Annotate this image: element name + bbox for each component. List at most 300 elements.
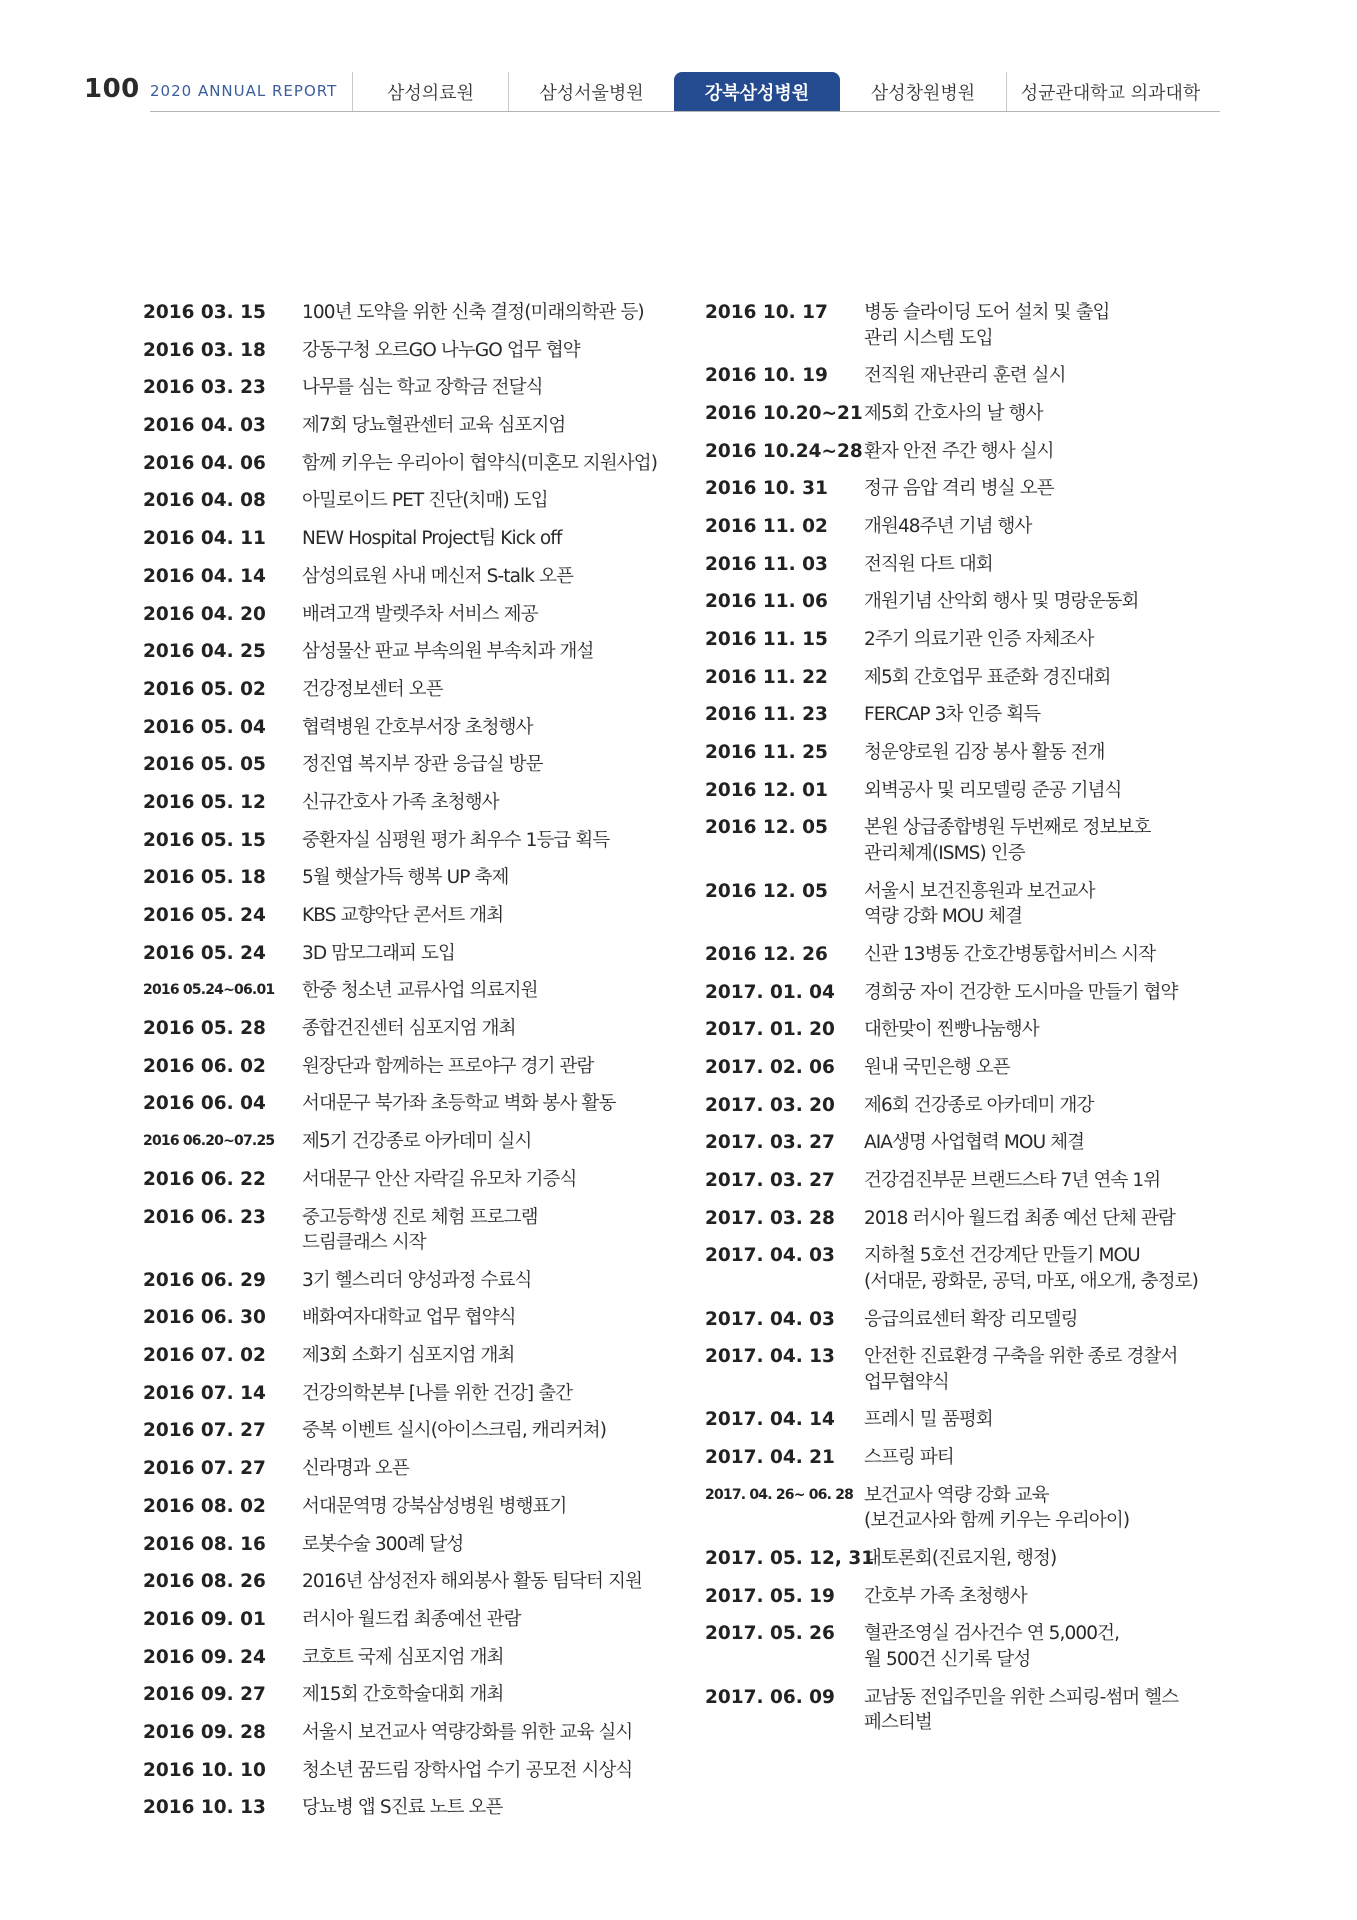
timeline-event-line: 교남동 전입주민을 위한 스피링-썸머 헬스 <box>864 1686 1179 1708</box>
timeline-entry <box>705 552 1265 578</box>
timeline-event-line: 신관 13병동 간호간병통합서비스 시작 <box>864 943 1156 965</box>
timeline-entry <box>143 715 663 741</box>
timeline-entry <box>143 677 663 703</box>
timeline-entry <box>143 978 663 1004</box>
timeline-event <box>302 1016 516 1042</box>
timeline-event-line: 건강검진부문 브랜드스타 7년 연속 1위 <box>864 1169 1161 1191</box>
timeline-entry <box>705 1093 1265 1119</box>
timeline-date: 2016 10.24~28 <box>705 440 863 462</box>
page-header <box>0 0 1357 120</box>
timeline-entry <box>143 1494 663 1520</box>
timeline-entry <box>143 564 663 590</box>
timeline-entry <box>705 363 1265 389</box>
timeline-date: 2016 09. 28 <box>143 1721 266 1743</box>
timeline-event <box>864 514 1031 540</box>
timeline-date: 2016 03. 15 <box>143 302 266 323</box>
timeline-entry <box>705 514 1265 540</box>
timeline-date: 2016 07. 27 <box>143 1458 266 1480</box>
timeline-event <box>864 1093 1093 1119</box>
timeline-event <box>864 1685 1178 1736</box>
timeline-entry <box>705 1206 1265 1232</box>
timeline-date: 2016 05. 05 <box>143 754 266 776</box>
timeline-event-line: 대한맞이 찐빵나눔행사 <box>864 1019 1039 1041</box>
timeline-event <box>302 375 543 401</box>
timeline-date: 2016 10. 17 <box>705 302 828 323</box>
timeline-entry <box>143 602 663 628</box>
section-tabs <box>352 72 1214 112</box>
timeline-event-line: 청소년 꿈드림 장학사업 수기 공모전 시상식 <box>302 1759 633 1781</box>
timeline-date: 2017. 03. 27 <box>705 1132 835 1154</box>
timeline-event <box>864 1445 954 1471</box>
timeline-event-line: 관리 시스템 도입 <box>864 327 993 349</box>
timeline-entry <box>705 1445 1265 1471</box>
timeline-event <box>864 665 1110 691</box>
timeline-date: 2016 06. 29 <box>143 1269 266 1291</box>
timeline-date: 2016 10. 10 <box>143 1759 266 1781</box>
timeline-date: 2016 10.20~21 <box>705 402 863 424</box>
timeline-event-line: 제5회 간호업무 표준화 경진대회 <box>864 666 1111 688</box>
timeline-event-line: 환자 안전 주간 행사 실시 <box>864 440 1054 462</box>
timeline-event <box>864 942 1155 968</box>
timeline-event-line: 응급의료센터 확장 리모델링 <box>864 1308 1078 1330</box>
timeline-event <box>864 1307 1078 1333</box>
timeline-event-line: (보건교사와 함께 키우는 우리아이) <box>864 1510 1130 1532</box>
timeline-event <box>864 1483 1129 1534</box>
timeline-event-line: (서대문, 광화문, 공덕, 마포, 애오개, 충정로) <box>864 1270 1198 1292</box>
timeline-date: 2016 09. 24 <box>143 1646 266 1668</box>
timeline-date: 2016 05. 24 <box>143 905 266 926</box>
timeline-entry <box>143 1456 663 1482</box>
timeline-right-column <box>705 300 1265 1748</box>
timeline-entry <box>705 1168 1265 1194</box>
timeline-event-line: 원장단과 함께하는 프로야구 경기 관람 <box>302 1055 594 1077</box>
timeline-entry <box>143 790 663 816</box>
timeline-event-line: 제5회 간호사의 날 행사 <box>864 402 1043 424</box>
timeline-entry <box>143 941 663 967</box>
timeline-event <box>302 1381 572 1407</box>
timeline-event <box>864 552 993 578</box>
timeline-entry <box>705 1621 1265 1672</box>
timeline-date: 2016 04. 11 <box>143 528 266 550</box>
timeline-event <box>864 1407 993 1433</box>
timeline-date: 2016 06.20~07.25 <box>143 1133 275 1150</box>
timeline-date: 2016 11. 22 <box>705 666 828 688</box>
timeline-event <box>302 1682 503 1708</box>
timeline-date: 2016 03. 18 <box>143 339 266 361</box>
timeline-event <box>302 978 538 1004</box>
timeline-entry <box>143 639 663 665</box>
timeline-entry <box>143 1016 663 1042</box>
timeline-event-line: 신규간호사 가족 초청행사 <box>302 791 499 813</box>
timeline-event <box>302 677 443 703</box>
timeline-entry <box>705 1546 1265 1572</box>
timeline-event-line: 안전한 진료환경 구축을 위한 종로 경찰서 <box>864 1346 1178 1368</box>
timeline-date: 2016 08. 26 <box>143 1571 266 1593</box>
timeline-date: 2016 04. 06 <box>143 452 266 474</box>
timeline-date: 2016 11. 06 <box>705 591 828 613</box>
timeline-date: 2016 08. 02 <box>143 1495 266 1517</box>
timeline-event-line: 한중 청소년 교류사업 의료지원 <box>302 980 538 1002</box>
timeline-entry <box>705 401 1265 427</box>
timeline-entry <box>143 375 663 401</box>
timeline-date: 2016 11. 25 <box>705 742 828 764</box>
timeline-event-line: 지하철 5호선 건강계단 만들기 MOU <box>864 1245 1140 1267</box>
timeline-event-line: 청운양로원 김장 봉사 활동 전개 <box>864 742 1105 764</box>
timeline-date: 2017. 05. 19 <box>705 1585 835 1607</box>
timeline-entry <box>705 665 1265 691</box>
timeline-entry <box>143 903 663 929</box>
timeline-event <box>302 1418 606 1444</box>
timeline-event-line: 3D 맘모그래피 도입 <box>302 942 455 964</box>
timeline-event-line: 건강의학본부 [나를 위한 건강] 출간 <box>302 1382 573 1404</box>
timeline-event-line: 삼성물산 판교 부속의원 부속치과 개설 <box>302 641 594 663</box>
timeline-event <box>864 1206 1175 1232</box>
timeline-event <box>864 980 1177 1006</box>
timeline-event-line: 신라명과 오픈 <box>302 1458 409 1480</box>
timeline-event-line: 대토론회(진료지원, 행정) <box>864 1547 1057 1569</box>
timeline-entry <box>705 627 1265 653</box>
timeline-entry <box>143 300 663 326</box>
timeline-event-line: 보건교사 역량 강화 교육 <box>864 1484 1049 1506</box>
timeline-date: 2016 05. 12 <box>143 791 266 813</box>
timeline-entry <box>143 865 663 891</box>
timeline-date: 2016 05.24~06.01 <box>143 982 275 999</box>
timeline-event-line: 업무협약식 <box>864 1371 949 1393</box>
timeline-date: 2017. 01. 04 <box>705 981 835 1003</box>
timeline-date: 2017. 04. 03 <box>705 1245 835 1267</box>
timeline-date: 2016 04. 14 <box>143 565 266 587</box>
timeline-event-line: 제5기 건강종로 아카데미 실시 <box>302 1131 532 1153</box>
tab-samsung-medical-center[interactable]: 삼성의료원 <box>352 72 508 112</box>
timeline-event <box>302 1343 515 1369</box>
timeline-entry <box>143 1054 663 1080</box>
timeline-event-line: 3기 헬스리더 양성과정 수료식 <box>302 1269 532 1291</box>
timeline-date: 2016 04. 25 <box>143 641 266 663</box>
timeline-date: 2016 10. 31 <box>705 478 828 500</box>
timeline-entry <box>705 1017 1265 1043</box>
timeline-date: 2016 06. 22 <box>143 1168 266 1190</box>
timeline-date: 2016 11. 02 <box>705 515 828 537</box>
timeline-entry <box>705 1483 1265 1534</box>
timeline-date: 2017. 04. 03 <box>705 1308 835 1330</box>
timeline-event <box>302 1167 577 1193</box>
timeline-date: 2016 06. 23 <box>143 1206 266 1228</box>
timeline-event-line: 혈관조영실 검사건수 연 5,000건, <box>864 1623 1120 1645</box>
timeline-event-line: 2016년 삼성전자 해외봉사 활동 팀닥터 지원 <box>302 1571 642 1593</box>
timeline-entry <box>705 778 1265 804</box>
timeline-entry <box>705 1055 1265 1081</box>
timeline-event <box>302 300 644 326</box>
timeline-date: 2016 07. 27 <box>143 1420 266 1442</box>
timeline-event-line: 전직원 다트 대회 <box>864 553 993 575</box>
timeline-entry <box>705 1584 1265 1610</box>
timeline-entry <box>705 980 1265 1006</box>
timeline-event-line: 코호트 국제 심포지엄 개최 <box>302 1646 504 1668</box>
timeline-event-line: 배려고객 발렛주차 서비스 제공 <box>302 603 538 625</box>
timeline-event <box>864 1243 1198 1294</box>
timeline-event-line: 전직원 재난관리 훈련 실시 <box>864 365 1066 387</box>
timeline-entry <box>143 1607 663 1633</box>
timeline-event-line: 병동 슬라이딩 도어 설치 및 출입 <box>864 302 1110 323</box>
timeline-event-line: 당뇨병 앱 S진료 노트 오픈 <box>302 1797 503 1819</box>
timeline-entry <box>143 1091 663 1117</box>
timeline-event <box>864 1130 1084 1156</box>
timeline-event <box>302 941 455 967</box>
timeline-entry <box>143 1268 663 1294</box>
timeline-entry <box>705 702 1265 728</box>
timeline-event <box>302 903 503 929</box>
timeline-date: 2016 09. 01 <box>143 1608 266 1630</box>
timeline-entry <box>143 1305 663 1331</box>
header-divider <box>150 111 1220 112</box>
timeline-event-line: 관리체계(ISMS) 인증 <box>864 842 1025 864</box>
timeline-event-line: 2주기 의료기관 인증 자체조사 <box>864 629 1094 650</box>
timeline-date: 2016 12. 26 <box>705 943 828 965</box>
timeline-event-line: 원내 국민은행 오픈 <box>864 1056 1010 1078</box>
timeline-event-line: 서대문역명 강북삼성병원 병행표기 <box>302 1495 567 1517</box>
timeline-event <box>302 639 593 665</box>
timeline-date: 2016 05. 02 <box>143 678 266 700</box>
timeline-event <box>302 1607 521 1633</box>
timeline-entry <box>705 815 1265 866</box>
timeline-event <box>302 1054 593 1080</box>
timeline-date: 2017. 02. 06 <box>705 1056 835 1078</box>
timeline-event <box>864 300 1110 351</box>
timeline-event-line: FERCAP 3차 인증 획득 <box>864 704 1041 726</box>
timeline-event <box>864 1584 1027 1610</box>
timeline-date: 2016 11. 23 <box>705 704 828 726</box>
timeline-event-line: NEW Hospital Project팀 Kick off <box>302 528 562 550</box>
timeline-entry <box>143 1682 663 1708</box>
timeline-event <box>302 488 548 514</box>
timeline-entry <box>705 300 1265 351</box>
timeline-event-line: 아밀로이드 PET 진단(치매) 도입 <box>302 490 548 512</box>
timeline-event <box>864 476 1054 502</box>
timeline-left-column <box>143 300 663 1833</box>
timeline-entry <box>705 1130 1265 1156</box>
timeline-event <box>864 740 1105 766</box>
timeline-date: 2016 06. 30 <box>143 1307 266 1329</box>
timeline-event <box>302 1532 463 1558</box>
timeline-event <box>864 439 1054 465</box>
timeline-event <box>302 451 657 477</box>
timeline-event <box>302 413 565 439</box>
timeline-event-line: 정규 음압 격리 병실 오픈 <box>864 478 1054 500</box>
timeline-event <box>302 1494 567 1520</box>
timeline-entry <box>143 1167 663 1193</box>
tab-skku-medical-school[interactable]: 성균관대학교 의과대학 <box>1006 72 1214 112</box>
timeline-entry <box>143 338 663 364</box>
timeline-event-line: 서울시 보건진흥원과 보건교사 <box>864 880 1095 902</box>
timeline-date: 2017. 03. 27 <box>705 1169 835 1191</box>
timeline-date: 2017. 05. 12, 31 <box>705 1547 875 1569</box>
timeline-date: 2016 04. 20 <box>143 603 266 625</box>
timeline-event <box>864 879 1095 930</box>
timeline-event <box>864 589 1139 615</box>
timeline-event <box>864 815 1150 866</box>
timeline-event-line: 월 500건 신기록 달성 <box>864 1648 1031 1670</box>
timeline-event-line: KBS 교향악단 콘서트 개최 <box>302 905 504 926</box>
timeline-entry <box>705 439 1265 465</box>
timeline-event-line: 간호부 가족 초청행사 <box>864 1585 1027 1607</box>
timeline-date: 2016 10. 19 <box>705 365 828 387</box>
timeline-event <box>302 1795 502 1821</box>
timeline-entry <box>705 942 1265 968</box>
timeline-date: 2016 04. 08 <box>143 490 266 512</box>
page-number: 100 <box>84 74 140 104</box>
timeline-event <box>864 1546 1056 1572</box>
timeline-event-line: 100년 도약을 위한 신축 결정(미래의학관 등) <box>302 302 644 323</box>
timeline-event <box>302 1305 516 1331</box>
timeline-event <box>302 865 508 891</box>
timeline-date: 2016 06. 04 <box>143 1093 266 1115</box>
tab-samsung-seoul-hospital[interactable]: 삼성서울병원 <box>508 72 674 112</box>
timeline-date: 2016 10. 13 <box>143 1797 266 1819</box>
timeline-event-line: 정진엽 복지부 장관 응급실 방문 <box>302 754 543 776</box>
timeline-event-line: 중고등학생 진로 체험 프로그램 <box>302 1206 538 1228</box>
timeline-date: 2016 07. 02 <box>143 1345 266 1367</box>
timeline-entry <box>705 589 1265 615</box>
timeline-date: 2016 03. 23 <box>143 377 266 399</box>
timeline-entry <box>705 476 1265 502</box>
timeline-date: 2016 11. 03 <box>705 553 828 575</box>
tab-kangbuk-samsung-hospital[interactable]: 강북삼성병원 <box>674 72 840 112</box>
timeline-event-line: 드림클래스 시작 <box>302 1232 426 1253</box>
timeline-event <box>302 1091 615 1117</box>
timeline-event-line: 제3회 소화기 심포지엄 개최 <box>302 1345 515 1367</box>
timeline-event <box>864 1621 1119 1672</box>
timeline-entry <box>143 1758 663 1784</box>
timeline-event-line: 종합건진센터 심포지엄 개최 <box>302 1018 516 1040</box>
timeline-event <box>302 526 562 552</box>
timeline-event <box>302 1720 632 1746</box>
timeline-date: 2016 05. 24 <box>143 942 266 964</box>
timeline-event <box>302 1456 409 1482</box>
timeline-entry <box>143 1532 663 1558</box>
timeline-event-line: 강동구청 오르GO 나누GO 업무 협약 <box>302 339 580 361</box>
timeline-event <box>302 564 573 590</box>
timeline-entry <box>143 1795 663 1821</box>
timeline-date: 2017. 04. 21 <box>705 1447 835 1469</box>
tab-samsung-changwon-hospital[interactable]: 삼성창원병원 <box>870 83 976 104</box>
timeline-event-line: 서대문구 북가좌 초등학교 벽화 봉사 활동 <box>302 1093 616 1115</box>
timeline-entry <box>705 1407 1265 1433</box>
timeline-event-line: 페스티벌 <box>864 1712 932 1733</box>
timeline-entry <box>143 752 663 778</box>
timeline-entry <box>143 828 663 854</box>
timeline-event <box>302 1645 504 1671</box>
timeline-event-line: 함께 키우는 우리아이 협약식(미혼모 지원사업) <box>302 452 658 474</box>
timeline-event <box>302 338 580 364</box>
timeline-entry <box>143 413 663 439</box>
timeline-event-line: 러시아 월드컵 최종예선 관람 <box>302 1608 521 1630</box>
timeline-date: 2016 04. 03 <box>143 415 266 437</box>
timeline-entry <box>705 1243 1265 1294</box>
timeline-date: 2016 05. 28 <box>143 1018 266 1040</box>
timeline-event-line: 삼성의료원 사내 메신저 S-talk 오픈 <box>302 565 574 587</box>
timeline-event <box>864 627 1093 653</box>
timeline-event-line: 개원기념 산악회 행사 및 명랑운동회 <box>864 591 1139 613</box>
timeline-event <box>302 1129 531 1155</box>
timeline-entry <box>143 1645 663 1671</box>
timeline-event-line: AIA생명 사업협력 MOU 체결 <box>864 1132 1085 1154</box>
timeline-date: 2016 05. 15 <box>143 829 266 851</box>
timeline-date: 2017. 04. 14 <box>705 1409 835 1431</box>
timeline-event-line: 본원 상급종합병원 두번째로 정보보호 <box>864 817 1151 839</box>
timeline-event <box>864 1017 1039 1043</box>
timeline-event-line: 5월 햇살가득 행복 UP 축제 <box>302 867 509 889</box>
timeline-date: 2017. 03. 28 <box>705 1207 835 1229</box>
timeline-event <box>302 1205 538 1256</box>
timeline-date: 2017. 06. 09 <box>705 1686 835 1708</box>
timeline-entry <box>143 1343 663 1369</box>
timeline-entry <box>705 1344 1265 1395</box>
timeline-date: 2016 09. 27 <box>143 1684 266 1706</box>
timeline-event <box>302 828 609 854</box>
timeline-event <box>302 602 538 628</box>
timeline-date: 2016 12. 05 <box>705 880 828 902</box>
timeline-event-line: 제6회 건강종로 아카데미 개강 <box>864 1094 1094 1116</box>
timeline-entry <box>143 526 663 552</box>
timeline-event <box>864 702 1040 728</box>
timeline-date: 2016 05. 18 <box>143 867 266 889</box>
timeline-event <box>864 1344 1177 1395</box>
timeline-date: 2016 08. 16 <box>143 1533 266 1555</box>
timeline-date: 2017. 01. 20 <box>705 1019 835 1041</box>
timeline-event <box>302 752 543 778</box>
timeline-event-line: 서울시 보건교사 역량강화를 위한 교육 실시 <box>302 1721 633 1743</box>
timeline-event-line: 스프링 파티 <box>864 1447 954 1469</box>
timeline-date: 2017. 05. 26 <box>705 1623 835 1645</box>
report-title: 2020 ANNUAL REPORT <box>150 82 338 100</box>
timeline-date: 2016 05. 04 <box>143 716 266 738</box>
timeline-entry <box>143 1418 663 1444</box>
timeline-event <box>302 1268 531 1294</box>
timeline-date: 2017. 04. 26~ 06. 28 <box>705 1486 854 1503</box>
timeline-entry <box>143 488 663 514</box>
timeline-entry <box>143 1381 663 1407</box>
timeline-date: 2017. 03. 20 <box>705 1094 835 1116</box>
timeline-date: 2016 11. 15 <box>705 629 828 650</box>
timeline-date: 2016 06. 02 <box>143 1055 266 1077</box>
timeline-event-line: 협력병원 간호부서장 초청행사 <box>302 716 533 738</box>
timeline-entry <box>143 451 663 477</box>
timeline-date: 2016 12. 05 <box>705 817 828 839</box>
timeline-entry <box>143 1720 663 1746</box>
timeline-event <box>864 1168 1160 1194</box>
timeline-date: 2016 07. 14 <box>143 1382 266 1404</box>
timeline-entry <box>705 879 1265 930</box>
timeline-entry <box>143 1569 663 1595</box>
timeline-event <box>302 1758 632 1784</box>
timeline-event <box>302 790 499 816</box>
timeline-date: 2017. 04. 13 <box>705 1346 835 1368</box>
timeline-entry <box>705 1685 1265 1736</box>
timeline-entry <box>705 740 1265 766</box>
timeline-event <box>864 778 1122 804</box>
timeline-event <box>864 1055 1010 1081</box>
timeline-entry <box>143 1129 663 1155</box>
timeline-date: 2016 12. 01 <box>705 779 828 801</box>
timeline-event-line: 중복 이벤트 실시(아이스크림, 캐리커쳐) <box>302 1420 607 1442</box>
timeline-event <box>864 363 1066 389</box>
timeline-event-line: 2018 러시아 월드컵 최종 예선 단체 관람 <box>864 1207 1175 1229</box>
timeline-event-line: 배화여자대학교 업무 협약식 <box>302 1307 516 1329</box>
timeline-entry <box>705 1307 1265 1333</box>
timeline-event-line: 외벽공사 및 리모델링 준공 기념식 <box>864 779 1122 801</box>
timeline-event-line: 개원48주년 기념 행사 <box>864 515 1032 537</box>
timeline-event-line: 중환자실 심평원 평가 최우수 1등급 획득 <box>302 829 610 851</box>
